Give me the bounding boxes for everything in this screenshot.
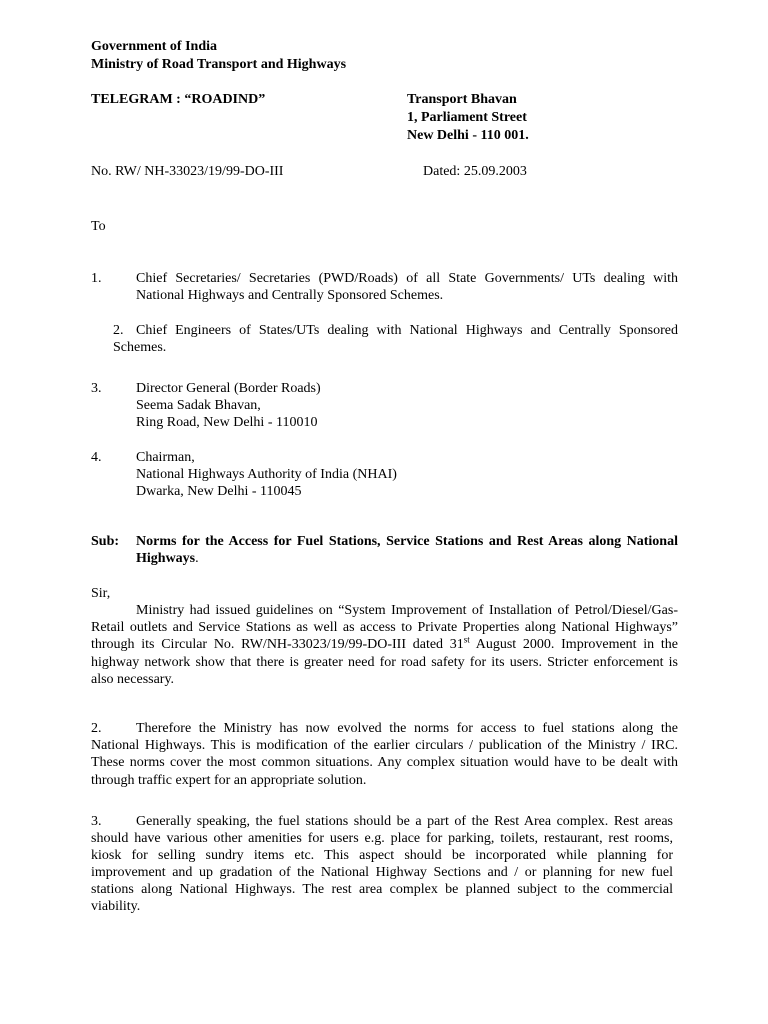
subject-line-bold: Highways — [136, 551, 196, 566]
paragraph-line: kiosk for selling sundry items etc. This aspect should be incorporated while planning for — [91, 848, 673, 863]
recipient-number: 2. — [113, 323, 124, 338]
paragraph-line: viability. — [91, 899, 141, 914]
recipient-line: Ring Road, New Delhi - 110010 — [136, 415, 318, 430]
paragraph-line: improvement and up gradation of the National Highway Sections and / or planning for new fuel — [91, 865, 673, 880]
paragraph-line: stations along National Highways. The rest area complex be planned subject to the commercial — [91, 882, 673, 897]
ministry-line: Ministry of Road Transport and Highways — [91, 57, 347, 72]
subject-label: Sub: — [91, 534, 120, 549]
address-line-1: Transport Bhavan — [407, 92, 517, 107]
recipient-number: 1. — [91, 271, 102, 286]
recipient-line: Dwarka, New Delhi - 110045 — [136, 484, 302, 499]
date-line: Dated: 25.09.2003 — [423, 164, 527, 179]
recipient-line: Chairman, — [136, 450, 195, 465]
telegram-line: TELEGRAM : “ROADIND” — [91, 92, 266, 107]
paragraph-line: highway network show that there is greater need for road safety for its users. Stricter enforcement is — [91, 655, 678, 670]
paragraph-line: Retail outlets and Service Stations as well as access to Private Properties along National Highways” — [91, 620, 678, 635]
subject-line — [136, 550, 199, 567]
paragraph-number: 2. — [91, 721, 102, 736]
recipient-number: 4. — [91, 450, 102, 465]
reference-number: No. RW/ NH-33023/19/99-DO-III — [91, 164, 284, 179]
govt-line: Government of India — [91, 39, 217, 54]
to-label: To — [91, 219, 106, 234]
recipient-line: National Highways and Centrally Sponsored Schemes. — [136, 288, 444, 303]
address-line-2: 1, Parliament Street — [407, 110, 527, 125]
paragraph-line: should have various other amenities for users e.g. place for parking, toilets, restaurant, rest rooms, — [91, 831, 673, 846]
paragraph-line-part: August 2000. Improvement in the — [469, 637, 678, 652]
address-line-3: New Delhi - 110 001. — [407, 128, 529, 143]
recipient-line: Chief Engineers of States/UTs dealing with National Highways and Centrally Sponsored — [136, 323, 678, 338]
recipient-line: Seema Sadak Bhavan, — [136, 398, 261, 413]
paragraph-line: Therefore the Ministry has now evolved the norms for access to fuel stations along the — [136, 721, 678, 736]
paragraph-line: through traffic expert for an appropriate solution. — [91, 773, 367, 788]
recipient-line: National Highways Authority of India (NHAI) — [136, 467, 397, 482]
ordinal-suffix: st — [463, 634, 470, 645]
paragraph-line: Generally speaking, the fuel stations should be a part of the Rest Area complex. Rest areas — [136, 814, 673, 829]
subject-line-tail: . — [195, 551, 199, 566]
paragraph-line: Ministry had issued guidelines on “System Improvement of Installation of Petrol/Diesel/Gas- — [136, 603, 678, 618]
paragraph-line: also necessary. — [91, 672, 175, 687]
salutation: Sir, — [91, 586, 111, 601]
recipient-number: 3. — [91, 381, 102, 396]
recipient-line: Director General (Border Roads) — [136, 381, 321, 396]
paragraph-line: These norms cover the most common situations. Any complex situation would have to be dealt with — [91, 755, 678, 770]
paragraph-line-part: through its Circular No. RW/NH-33023/19/99-DO-III dated 31 — [91, 637, 464, 652]
paragraph-line — [91, 636, 678, 653]
paragraph-number: 3. — [91, 814, 102, 829]
recipient-line: Schemes. — [113, 340, 167, 355]
paragraph-line: National Highways. This is modification of the earlier circulars / publication of the Ministry / IRC. — [91, 738, 678, 753]
subject-line: Norms for the Access for Fuel Stations, Service Stations and Rest Areas along National — [136, 534, 678, 549]
recipient-line: Chief Secretaries/ Secretaries (PWD/Roads) of all State Governments/ UTs dealing with — [136, 271, 678, 286]
